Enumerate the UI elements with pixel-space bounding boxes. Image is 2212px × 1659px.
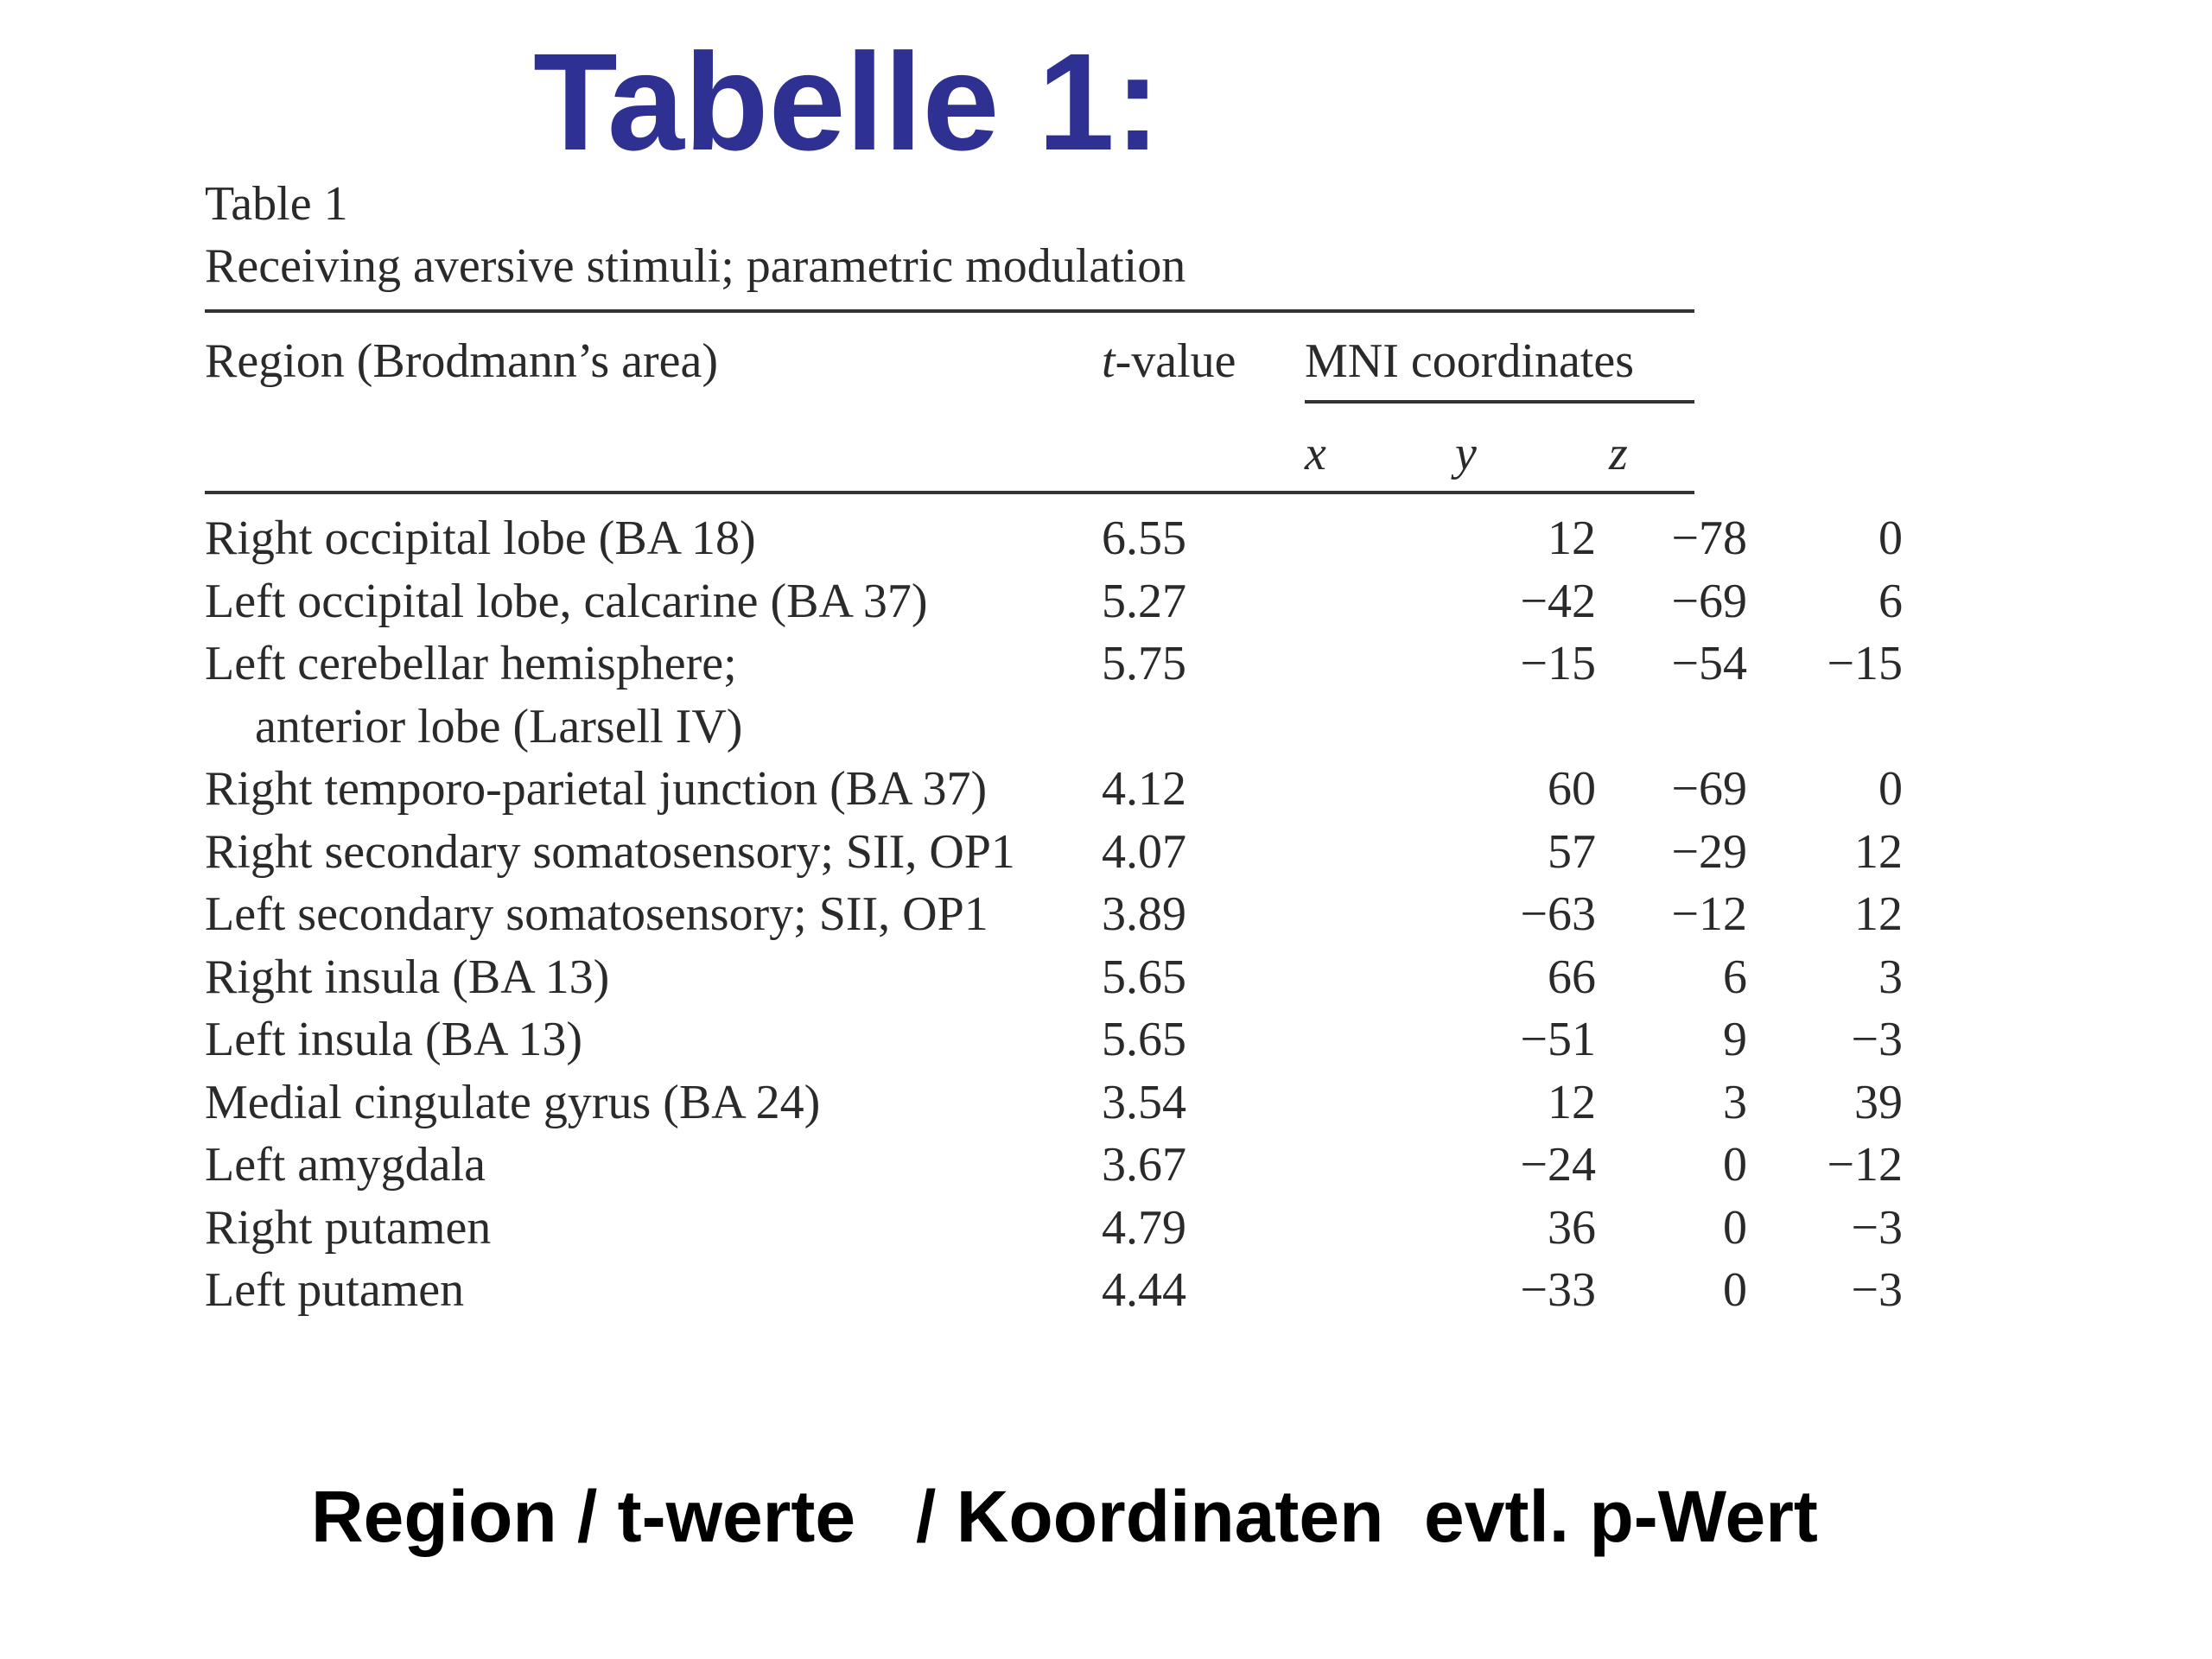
y-coordinate-cell: 9: [1723, 1013, 1747, 1066]
header-mni: MNI coordinates: [1305, 334, 1635, 388]
y-coordinate-cell: −54: [1671, 637, 1747, 690]
table-row: [205, 570, 1903, 632]
slide-title: Tabelle 1:: [533, 24, 1161, 179]
region-cell: Right putamen: [205, 1200, 492, 1255]
y-coordinate-cell: 3: [1723, 1075, 1747, 1129]
table-row: [205, 1259, 1903, 1321]
table-row: [205, 946, 1903, 1008]
region-cell: Left secondary somatosensory; SII, OP1: [205, 887, 988, 941]
x-coordinate-cell: −63: [1520, 887, 1596, 941]
z-coordinate-cell: 0: [1878, 762, 1903, 816]
header-x: x: [1305, 427, 1326, 480]
y-coordinate-cell: −78: [1671, 512, 1747, 565]
y-coordinate-cell: −69: [1671, 762, 1747, 816]
region-cell: Left amygdala: [205, 1138, 486, 1192]
z-coordinate-cell: 12: [1854, 824, 1903, 879]
x-coordinate-cell: −33: [1520, 1263, 1596, 1317]
y-coordinate-cell: 0: [1723, 1138, 1747, 1192]
t-value-cell: 5.75: [1102, 637, 1186, 690]
region-cell: Right temporo-parietal junction (BA 37): [205, 762, 988, 816]
header-t-symbol: t: [1102, 334, 1116, 388]
mni-rule: [1305, 400, 1694, 404]
x-coordinate-cell: 12: [1548, 1075, 1596, 1129]
x-coordinate-cell: 36: [1548, 1200, 1596, 1255]
footer-caption: Region / t-werte / Koordinaten evtl. p-Wert: [311, 1476, 1818, 1557]
y-coordinate-cell: 0: [1723, 1200, 1747, 1255]
y-coordinate-cell: 6: [1723, 950, 1747, 1004]
y-coordinate-cell: 0: [1723, 1263, 1747, 1317]
region-cell: Left insula (BA 13): [205, 1013, 583, 1066]
z-coordinate-cell: 6: [1878, 574, 1903, 628]
region-cell: anterior lobe (Larsell IV): [255, 699, 743, 753]
x-coordinate-cell: 12: [1548, 512, 1596, 565]
region-cell: Right insula (BA 13): [205, 950, 610, 1004]
t-value-cell: 3.89: [1102, 887, 1186, 941]
table-label: Table 1: [205, 177, 348, 231]
header-z: z: [1609, 427, 1628, 480]
t-value-cell: 4.12: [1102, 762, 1186, 816]
t-value-cell: 4.79: [1102, 1200, 1186, 1255]
z-coordinate-cell: −3: [1851, 1013, 1903, 1066]
z-coordinate-cell: −12: [1827, 1138, 1903, 1192]
t-value-cell: 4.07: [1102, 824, 1186, 879]
data-table: [205, 173, 1903, 1317]
header-t-value: [1102, 331, 1236, 391]
x-coordinate-cell: 57: [1548, 824, 1596, 879]
table-row: [205, 696, 1694, 758]
region-cell: Left occipital lobe, calcarine (BA 37): [205, 574, 928, 628]
z-coordinate-cell: −15: [1827, 637, 1903, 690]
region-cell: Left cerebellar hemisphere;: [205, 637, 737, 690]
region-cell: Left putamen: [205, 1263, 465, 1317]
y-coordinate-cell: −29: [1671, 824, 1747, 879]
t-value-cell: 5.65: [1102, 950, 1186, 1004]
t-value-cell: 3.67: [1102, 1138, 1186, 1192]
top-rule: [205, 309, 1694, 313]
header-y: y: [1455, 427, 1477, 480]
z-coordinate-cell: −3: [1851, 1200, 1903, 1255]
x-coordinate-cell: −24: [1520, 1138, 1596, 1192]
header-t-suffix: -value: [1115, 334, 1236, 388]
table-row: [205, 1197, 1903, 1259]
table-row: [205, 507, 1903, 569]
table-caption: Receiving aversive stimuli; parametric modulation: [205, 239, 1186, 293]
x-coordinate-cell: −42: [1520, 574, 1596, 628]
region-cell: Right occipital lobe (BA 18): [205, 512, 756, 565]
table-row: [205, 758, 1903, 820]
t-value-cell: 5.65: [1102, 1013, 1186, 1066]
z-coordinate-cell: 39: [1854, 1075, 1903, 1129]
t-value-cell: 6.55: [1102, 512, 1186, 565]
y-coordinate-cell: −69: [1671, 574, 1747, 628]
header-region: Region (Brodmann’s area): [205, 334, 719, 388]
t-value-cell: 5.27: [1102, 574, 1186, 628]
z-coordinate-cell: −3: [1851, 1263, 1903, 1317]
table-row: [205, 1071, 1903, 1134]
header-rule: [205, 491, 1694, 494]
region-cell: Right secondary somatosensory; SII, OP1: [205, 824, 1015, 879]
table-row: [205, 821, 1903, 883]
table-row: [205, 632, 1903, 695]
x-coordinate-cell: −51: [1520, 1013, 1596, 1066]
region-cell: Medial cingulate gyrus (BA 24): [205, 1075, 821, 1129]
table-row: [205, 883, 1903, 945]
x-coordinate-cell: 60: [1548, 762, 1596, 816]
table-row: [205, 1134, 1903, 1196]
x-coordinate-cell: −15: [1520, 637, 1596, 690]
y-coordinate-cell: −12: [1671, 887, 1747, 941]
t-value-cell: 3.54: [1102, 1075, 1186, 1129]
z-coordinate-cell: 0: [1878, 512, 1903, 565]
t-value-cell: 4.44: [1102, 1263, 1186, 1317]
z-coordinate-cell: 12: [1854, 887, 1903, 941]
table-row: [205, 1008, 1903, 1071]
x-coordinate-cell: 66: [1548, 950, 1596, 1004]
z-coordinate-cell: 3: [1878, 950, 1903, 1004]
